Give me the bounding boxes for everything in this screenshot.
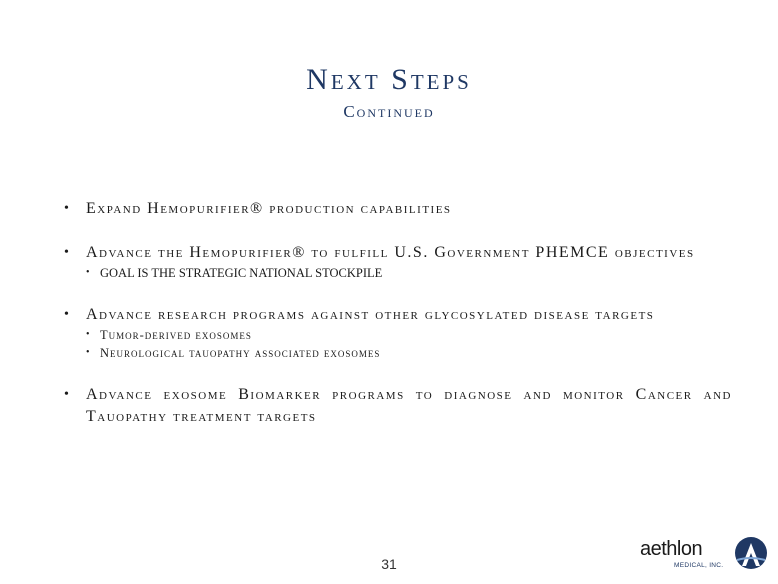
logo-mark-icon <box>734 534 768 572</box>
page-title: Next Steps <box>306 63 472 96</box>
bullet-icon: • <box>64 201 71 216</box>
bullet-icon: • <box>86 329 91 340</box>
bullet-icon: • <box>64 387 71 402</box>
bullet-text: Advance the Hemopurifier® to fulfill U.S. Government PHEMCE objectives <box>86 244 695 261</box>
bullet-item-expand <box>62 198 732 220</box>
bullet-icon: • <box>86 267 90 278</box>
sub-bullet-text: GOAL IS THE STRATEGIC NATIONAL STOCKPILE <box>100 266 383 280</box>
company-logo <box>640 534 768 578</box>
bullet-icon: • <box>86 347 91 358</box>
sub-bullet-text: Tumor-derived exosomes <box>100 328 252 342</box>
bullet-text: Advance exosome Biomarker programs to diagnose and monitor Cancer and Tauopathy treatment targets <box>86 386 732 425</box>
sub-bullet-text: Neurological tauopathy associated exosomes <box>100 346 381 360</box>
bullet-item-biomarker <box>62 384 732 428</box>
bullet-icon: • <box>64 245 71 260</box>
logo-subtext: MEDICAL, INC. <box>674 562 724 569</box>
bullet-text: Expand Hemopurifier® production capabilities <box>86 200 452 217</box>
sub-bullet-item <box>62 344 732 362</box>
page-subtitle: Continued <box>343 102 435 121</box>
logo-text: aethlon <box>640 538 703 560</box>
sub-bullet-item <box>62 264 732 282</box>
sub-bullet-item <box>62 326 732 344</box>
bullet-icon: • <box>64 307 71 322</box>
page-number: 31 <box>381 556 397 572</box>
bullet-text: Advance research programs against other glycosylated disease targets <box>86 306 655 323</box>
bullet-item-phemce <box>62 242 732 264</box>
bullet-list <box>62 198 732 428</box>
bullet-item-research <box>62 304 732 326</box>
